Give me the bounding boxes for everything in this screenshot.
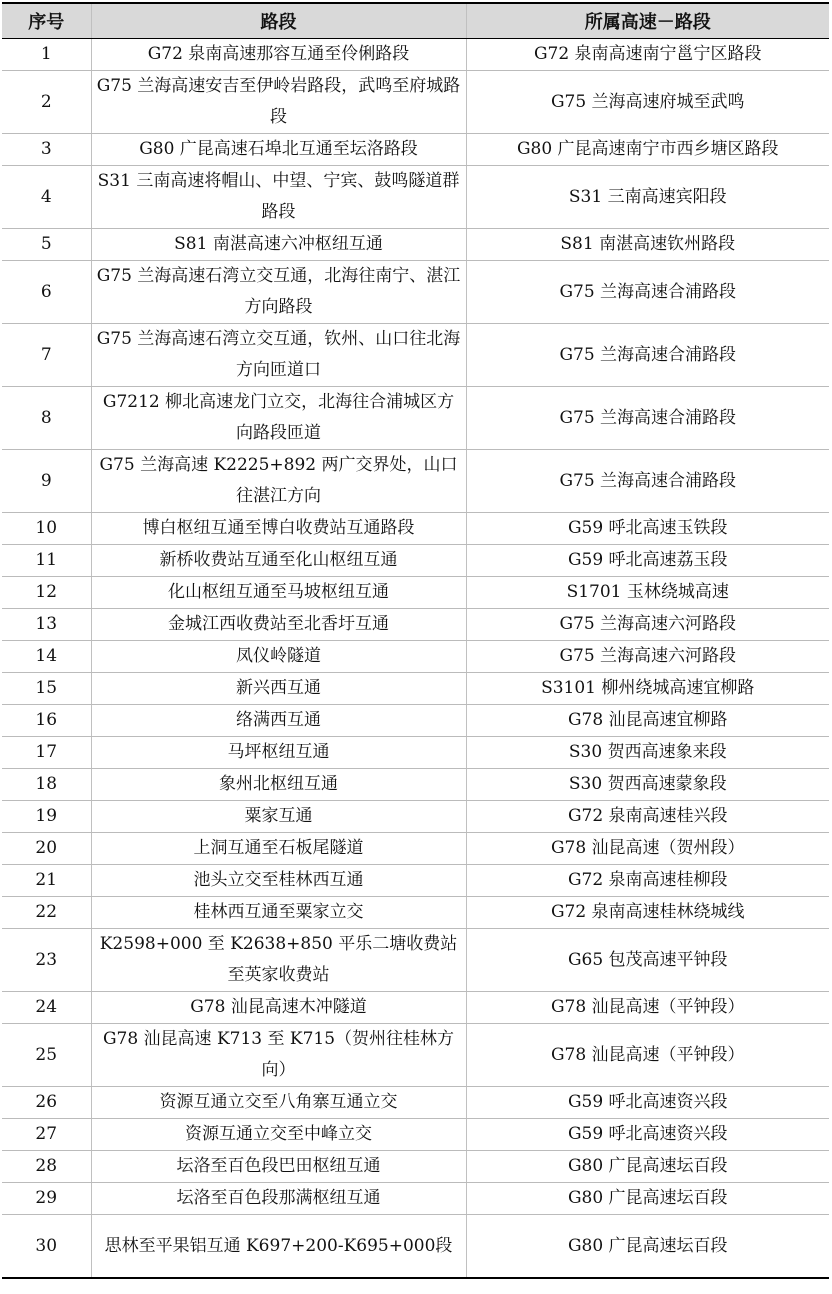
table-row — [2, 609, 829, 641]
road-section: 池头立交至桂林西互通 — [91, 865, 466, 897]
table-row — [2, 705, 829, 737]
highway-section: G75 兰海高速六河路段 — [466, 641, 829, 673]
highway-section: G75 兰海高速合浦路段 — [466, 261, 829, 324]
table-row — [2, 992, 829, 1024]
row-number: 1 — [2, 39, 91, 71]
table-row — [2, 833, 829, 865]
row-number: 26 — [2, 1087, 91, 1119]
road-section: G80 广昆高速石埠北互通至坛洛路段 — [91, 134, 466, 166]
row-number: 20 — [2, 833, 91, 865]
row-number: 19 — [2, 801, 91, 833]
table-row — [2, 229, 829, 261]
table-row — [2, 166, 829, 229]
highway-section: S81 南湛高速钦州路段 — [466, 229, 829, 261]
row-number: 16 — [2, 705, 91, 737]
table-row — [2, 1087, 829, 1119]
highway-section: G72 泉南高速南宁邕宁区路段 — [466, 39, 829, 71]
table-header-row — [2, 3, 829, 39]
highway-section: S3101 柳州绕城高速宜柳路 — [466, 673, 829, 705]
table-row — [2, 39, 829, 71]
highway-section: G78 汕昆高速（平钟段） — [466, 1024, 829, 1087]
table-row — [2, 865, 829, 897]
highway-section: G59 呼北高速资兴段 — [466, 1119, 829, 1151]
table-row — [2, 897, 829, 929]
table-row — [2, 1183, 829, 1215]
road-section: 思林至平果铝互通 K697+200-K695+000段 — [91, 1215, 466, 1279]
highway-section: G78 汕昆高速（贺州段） — [466, 833, 829, 865]
table-row — [2, 545, 829, 577]
road-section: 资源互通立交至八角寨互通立交 — [91, 1087, 466, 1119]
row-number: 22 — [2, 897, 91, 929]
road-section: K2598+000 至 K2638+850 平乐二塘收费站至英家收费站 — [91, 929, 466, 992]
row-number: 10 — [2, 513, 91, 545]
table-row — [2, 737, 829, 769]
table-row — [2, 929, 829, 992]
road-section: 化山枢纽互通至马坡枢纽互通 — [91, 577, 466, 609]
highway-section: G72 泉南高速桂柳段 — [466, 865, 829, 897]
highway-section: G80 广昆高速坛百段 — [466, 1215, 829, 1279]
table-row — [2, 387, 829, 450]
road-section: G75 兰海高速石湾立交互通，钦州、山口往北海方向匝道口 — [91, 324, 466, 387]
highway-section: G75 兰海高速合浦路段 — [466, 387, 829, 450]
table-row — [2, 513, 829, 545]
highway-section: S30 贺西高速象来段 — [466, 737, 829, 769]
road-section: 粟家互通 — [91, 801, 466, 833]
road-section: 金城江西收费站至北香圩互通 — [91, 609, 466, 641]
row-number: 28 — [2, 1151, 91, 1183]
road-section: 象州北枢纽互通 — [91, 769, 466, 801]
row-number: 13 — [2, 609, 91, 641]
road-section: G78 汕昆高速 K713 至 K715（贺州往桂林方向） — [91, 1024, 466, 1087]
table-row — [2, 1119, 829, 1151]
road-section: 凤仪岭隧道 — [91, 641, 466, 673]
highway-section: G75 兰海高速府城至武鸣 — [466, 71, 829, 134]
highway-section: G78 汕昆高速宜柳路 — [466, 705, 829, 737]
highway-section: G75 兰海高速合浦路段 — [466, 450, 829, 513]
road-section: 上洞互通至石板尾隧道 — [91, 833, 466, 865]
road-section: 络满西互通 — [91, 705, 466, 737]
highway-section: G59 呼北高速玉铁段 — [466, 513, 829, 545]
road-sections-table — [2, 2, 829, 1279]
road-section: G75 兰海高速安吉至伊岭岩路段，武鸣至府城路段 — [91, 71, 466, 134]
row-number: 5 — [2, 229, 91, 261]
highway-section: G80 广昆高速坛百段 — [466, 1183, 829, 1215]
row-number: 6 — [2, 261, 91, 324]
table-row — [2, 1215, 829, 1279]
road-section: 新桥收费站互通至化山枢纽互通 — [91, 545, 466, 577]
table-row — [2, 801, 829, 833]
table-row — [2, 769, 829, 801]
road-section: S81 南湛高速六冲枢纽互通 — [91, 229, 466, 261]
table-row — [2, 134, 829, 166]
highway-section: S30 贺西高速蒙象段 — [466, 769, 829, 801]
road-section: G7212 柳北高速龙门立交，北海往合浦城区方向路段匝道 — [91, 387, 466, 450]
row-number: 4 — [2, 166, 91, 229]
table-row — [2, 673, 829, 705]
row-number: 23 — [2, 929, 91, 992]
row-number: 17 — [2, 737, 91, 769]
highway-section: S31 三南高速宾阳段 — [466, 166, 829, 229]
road-section: 资源互通立交至中峰立交 — [91, 1119, 466, 1151]
highway-section: G75 兰海高速合浦路段 — [466, 324, 829, 387]
highway-section: G59 呼北高速荔玉段 — [466, 545, 829, 577]
row-number: 15 — [2, 673, 91, 705]
road-section: 桂林西互通至粟家立交 — [91, 897, 466, 929]
table-row — [2, 450, 829, 513]
road-section: 新兴西互通 — [91, 673, 466, 705]
road-section: G72 泉南高速那容互通至伶俐路段 — [91, 39, 466, 71]
table-body — [2, 39, 829, 1279]
row-number: 14 — [2, 641, 91, 673]
road-section: G75 兰海高速 K2225+892 两广交界处，山口往湛江方向 — [91, 450, 466, 513]
road-section: 坛洛至百色段那满枢纽互通 — [91, 1183, 466, 1215]
header-highway: 所属高速－路段 — [466, 3, 829, 39]
table-row — [2, 577, 829, 609]
road-section: G78 汕昆高速木冲隧道 — [91, 992, 466, 1024]
row-number: 8 — [2, 387, 91, 450]
header-section: 路段 — [91, 3, 466, 39]
row-number: 24 — [2, 992, 91, 1024]
row-number: 18 — [2, 769, 91, 801]
highway-section: S1701 玉林绕城高速 — [466, 577, 829, 609]
road-section: 博白枢纽互通至博白收费站互通路段 — [91, 513, 466, 545]
row-number: 11 — [2, 545, 91, 577]
header-no: 序号 — [2, 3, 91, 39]
table-row — [2, 324, 829, 387]
row-number: 12 — [2, 577, 91, 609]
table-row — [2, 1151, 829, 1183]
road-section: S31 三南高速将帽山、中望、宁宾、鼓鸣隧道群路段 — [91, 166, 466, 229]
row-number: 3 — [2, 134, 91, 166]
row-number: 30 — [2, 1215, 91, 1279]
row-number: 21 — [2, 865, 91, 897]
table-row — [2, 261, 829, 324]
row-number: 7 — [2, 324, 91, 387]
highway-section: G80 广昆高速南宁市西乡塘区路段 — [466, 134, 829, 166]
row-number: 27 — [2, 1119, 91, 1151]
highway-section: G75 兰海高速六河路段 — [466, 609, 829, 641]
highway-section: G72 泉南高速桂林绕城线 — [466, 897, 829, 929]
highway-section: G72 泉南高速桂兴段 — [466, 801, 829, 833]
highway-section: G59 呼北高速资兴段 — [466, 1087, 829, 1119]
highway-section: G80 广昆高速坛百段 — [466, 1151, 829, 1183]
row-number: 29 — [2, 1183, 91, 1215]
table-row — [2, 1024, 829, 1087]
row-number: 2 — [2, 71, 91, 134]
table-row — [2, 641, 829, 673]
road-section: 坛洛至百色段巴田枢纽互通 — [91, 1151, 466, 1183]
highway-section: G78 汕昆高速（平钟段） — [466, 992, 829, 1024]
row-number: 25 — [2, 1024, 91, 1087]
table-row — [2, 71, 829, 134]
road-section: G75 兰海高速石湾立交互通，北海往南宁、湛江方向路段 — [91, 261, 466, 324]
highway-section: G65 包茂高速平钟段 — [466, 929, 829, 992]
road-section: 马坪枢纽互通 — [91, 737, 466, 769]
row-number: 9 — [2, 450, 91, 513]
